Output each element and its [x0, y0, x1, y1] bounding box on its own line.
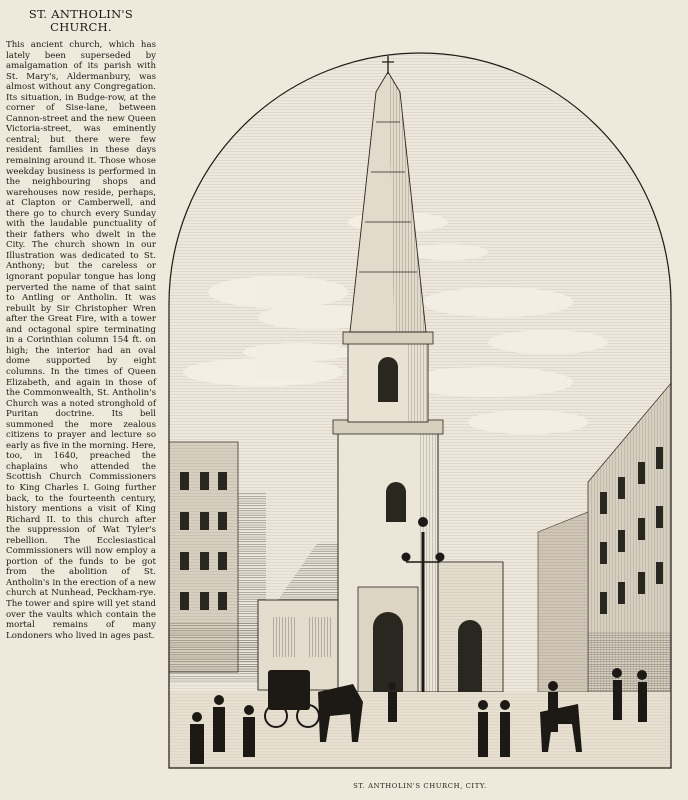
headline-line-1: ST. ANTHOLIN'S: [28, 7, 134, 21]
article-body: This ancient church, which has lately been superseded by amalgamation of its parish with St. Mary's, Aldermanbury, was almost without any Congregation. Its situation, in Budge-row, at the corner of Sise-lane, between Cannon-street and the new Queen Victoria-street, was eminently central; but there were few resident families in these days remaining around it. Those whose weekday business is performed in the neighbouring shops and warehouses now reside, perhaps, at Clapton or Camberwell, and there go to church every Sunday with the laudable punctuality of their fathers who dwelt in the City. The church shown in our Illustration was dedicated to St. Anthony; but the careless or ignorant popular tongue has long perverted the name of that saint to Antling or Antholin. It was rebuilt by Sir Christopher Wren after the Great Fire, with a tower and octagonal spire terminating in a Corinthian column 154 ft. on high; the interior had an oval dome supported by eight columns. In the times of Queen Elizabeth, and again in those of the Commonwealth, St. Antholin's Church was a noted stronghold of Puritan doctrine. Its bell summoned the more zealous citizens to prayer and lecture so early as five in the morning. Here, too, in 1640, preached the chaplains who attended the Scottish Church Commissioners to King Charles I. Going further back, to the fourteenth century, history mentions a visit of King Richard II. to this church after the suppression of Wat Tyler's rebellion. The Ecclesiastical Commissioners will now employ a portion of the funds to be got from the abolition of St. Antholin's in the erection of a new church at Nunhead, Peckham-rye. The tower and spire will yet stand over the vaults which contain the mortal remains of many Londoners who lived in ages past.: [6, 40, 156, 641]
headline-line-2: CHURCH.: [50, 20, 112, 34]
illustration-caption: ST. ANTHOLIN'S CHURCH, CITY.: [353, 782, 487, 790]
church-engraving: [168, 52, 672, 769]
article-headline: [6, 8, 156, 34]
article-column: [6, 8, 156, 641]
